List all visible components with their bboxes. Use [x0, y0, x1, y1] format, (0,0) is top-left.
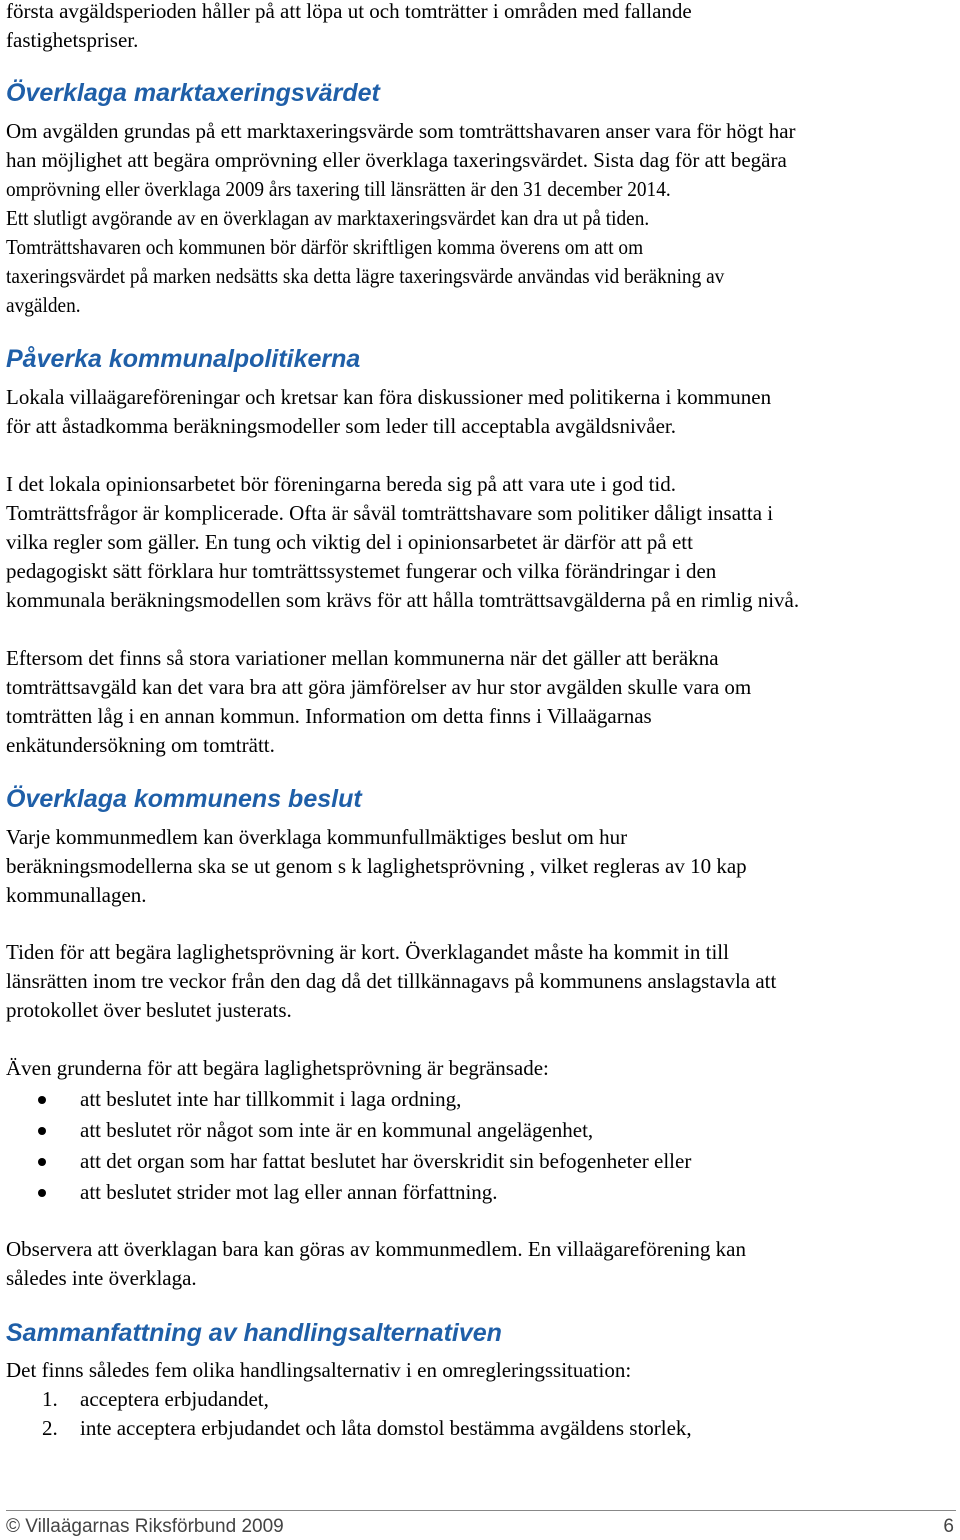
intro-line: första avgäldsperioden håller på att löpa ut och tomträtter i områden med fallande: [6, 0, 692, 23]
paragraph-line: I det lokala opinionsarbetet bör föreningarna bereda sig på att vara ute i god tid.: [6, 472, 677, 496]
paragraph-line: Observera att överklagan bara kan göras av kommunmedlem. En villaägareförening kan: [6, 1237, 746, 1261]
heading-paverka-kommunalpolitikerna: Påverka kommunalpolitikerna: [6, 345, 361, 373]
bullet-icon: [38, 1127, 46, 1135]
list-item: att beslutet inte har tillkommit i laga ordning,: [80, 1087, 462, 1111]
paragraph-line: för att åstadkomma beräkningsmodeller som leder till acceptabla avgäldsnivåer.: [6, 414, 677, 438]
paragraph-line: protokollet över beslutet justerats.: [6, 998, 292, 1022]
paragraph-line: Eftersom det finns så stora variationer mellan kommunerna när det gäller att beräkna: [6, 646, 719, 670]
bullet-icon: [38, 1158, 46, 1166]
paragraph-line: vilka regler som gäller. En tung och viktig del i opinionsarbetet är därför att på ett: [6, 530, 693, 554]
paragraph-line: pedagogiskt sätt förklara hur tomträttssystemet fungerar och vilka förändringar i den: [6, 559, 717, 583]
footer-divider: [6, 1510, 956, 1511]
paragraph-line: beräkningsmodellerna ska se ut genom s k laglighetsprövning , vilket regleras av 10 kap: [6, 854, 747, 878]
paragraph-line: enkätundersökning om tomträtt.: [6, 733, 275, 757]
footer-copyright: © Villaägarnas Riksförbund 2009: [6, 1516, 284, 1537]
paragraph-line: Lokala villaägareföreningar och kretsar kan föra diskussioner med politikerna i kommunen: [6, 385, 772, 409]
list-number: 1.: [42, 1387, 58, 1411]
list-item: att beslutet rör något som inte är en kommunal angelägenhet,: [80, 1118, 594, 1142]
paragraph-line: kommunallagen.: [6, 883, 147, 907]
paragraph-line: tomträttsavgäld kan det vara bra att göra jämförelser av hur stor avgälden skulle vara om: [6, 675, 752, 699]
list-item: att beslutet strider mot lag eller annan författning.: [80, 1180, 498, 1204]
list-item: att det organ som har fattat beslutet har överskridit sin befogenheter eller: [80, 1149, 692, 1173]
paragraph-line: Tiden för att begära laglighetsprövning är kort. Överklagandet måste ha kommit in till: [6, 940, 729, 964]
intro-line: fastighetspriser.: [6, 28, 139, 52]
paragraph-line: kommunala beräkningsmodellen som krävs för att hålla tomträttsavgälderna på en rimlig nivå.: [6, 588, 800, 612]
list-number: 2.: [42, 1416, 58, 1440]
paragraph-line: Tomträttsfrågor är komplicerade. Ofta är såväl tomträttshavare som politiker dåligt insatta i: [6, 501, 774, 525]
paragraph-line: Om avgälden grundas på ett marktaxeringsvärde som tomträttshavaren anser vara för högt har: [6, 119, 796, 143]
paragraph-line: Tomträttshavaren och kommunen bör därför skriftligen komma överens om att om: [6, 235, 644, 259]
paragraph-line: avgälden.: [6, 293, 81, 317]
paragraph-line: således inte överklaga.: [6, 1266, 197, 1290]
paragraph-line: Det finns således fem olika handlingsalternativ i en omregleringssituation:: [6, 1358, 632, 1382]
bullet-icon: [38, 1096, 46, 1104]
paragraph-line: Varje kommunmedlem kan överklaga kommunfullmäktiges beslut om hur: [6, 825, 628, 849]
paragraph-line: taxeringsvärdet på marken nedsätts ska detta lägre taxeringsvärde användas vid beräkning av: [6, 264, 725, 288]
paragraph-line: länsrätten inom tre veckor från den dag då det tillkännagavs på kommunens anslagstavla att: [6, 969, 777, 993]
paragraph-line: han möjlighet att begära omprövning eller överklaga taxeringsvärdet. Sista dag för att begära: [6, 148, 787, 172]
paragraph-line: Ett slutligt avgörande av en överklagan av marktaxeringsvärdet kan dra ut på tiden.: [6, 206, 650, 230]
list-item: acceptera erbjudandet,: [80, 1387, 269, 1411]
paragraph-line: omprövning eller överklaga 2009 års taxering till länsrätten är den 31 december 2014.: [6, 177, 671, 201]
heading-overklaga-kommunens-beslut: Överklaga kommunens beslut: [6, 785, 362, 813]
paragraph-line: tomträtten låg i en annan kommun. Information om detta finns i Villaägarnas: [6, 704, 652, 728]
page-number: 6: [943, 1516, 954, 1537]
bullet-icon: [38, 1189, 46, 1197]
list-item: inte acceptera erbjudandet och låta domstol bestämma avgäldens storlek,: [80, 1416, 692, 1440]
heading-overklaga-marktaxeringsvardet: Överklaga marktaxeringsvärdet: [6, 79, 380, 107]
heading-sammanfattning: Sammanfattning av handlingsalternativen: [6, 1319, 502, 1347]
paragraph-line: Även grunderna för att begära laglighetsprövning är begränsade:: [6, 1056, 549, 1080]
